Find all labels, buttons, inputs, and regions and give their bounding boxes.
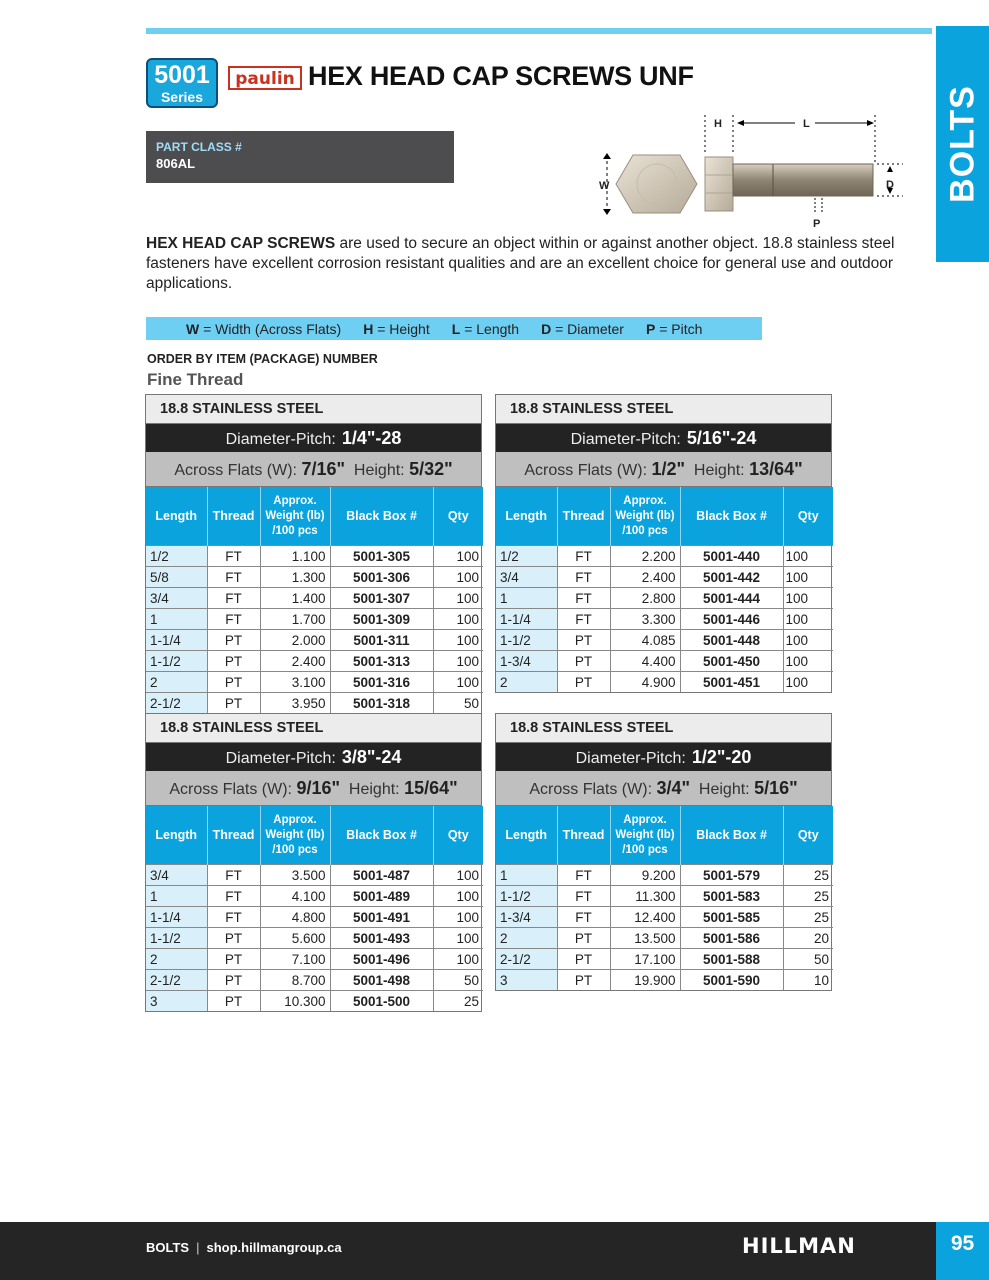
page-title: HEX HEAD CAP SCREWS UNF bbox=[308, 61, 694, 91]
footer-text: BOLTS | shop.hillmangroup.ca bbox=[146, 1240, 342, 1255]
col-qty: Qty bbox=[783, 806, 833, 865]
legend-item: W = Width (Across Flats) bbox=[186, 320, 342, 337]
part-class-label: PART CLASS # bbox=[156, 140, 242, 154]
cell-len: 1-1/2 bbox=[146, 651, 207, 672]
table-across-flats-height: Across Flats (W): 9/16" Height: 15/64" bbox=[146, 771, 481, 806]
cell-bb: 5001-489 bbox=[330, 886, 433, 907]
table-diameter-pitch: Diameter-Pitch: 1/2"-20 bbox=[496, 743, 831, 771]
cell-thr: FT bbox=[557, 588, 610, 609]
cell-wt: 4.100 bbox=[260, 886, 330, 907]
col-length: Length bbox=[496, 487, 557, 546]
col-thread: Thread bbox=[557, 806, 610, 865]
cell-bb: 5001-318 bbox=[330, 693, 433, 714]
cell-wt: 7.100 bbox=[260, 949, 330, 970]
cell-qty: 10 bbox=[783, 970, 833, 991]
cell-thr: FT bbox=[207, 567, 260, 588]
part-class-box bbox=[146, 131, 454, 183]
spec-table-1-4 bbox=[145, 394, 482, 714]
cell-qty: 100 bbox=[433, 886, 483, 907]
cell-len: 1 bbox=[496, 588, 557, 609]
cell-len: 2 bbox=[496, 672, 557, 693]
cell-wt: 2.200 bbox=[610, 546, 680, 567]
table-row bbox=[496, 672, 833, 693]
legend-item: H = Height bbox=[363, 320, 430, 337]
cell-wt: 11.300 bbox=[610, 886, 680, 907]
diagram-label-d: D bbox=[886, 179, 894, 191]
table-row bbox=[146, 970, 483, 991]
cell-qty: 100 bbox=[433, 609, 483, 630]
cell-len: 1-1/2 bbox=[496, 886, 557, 907]
cell-wt: 8.700 bbox=[260, 970, 330, 991]
cell-wt: 10.300 bbox=[260, 991, 330, 1012]
cell-thr: FT bbox=[207, 907, 260, 928]
cell-len: 1-1/4 bbox=[496, 609, 557, 630]
cell-thr: PT bbox=[207, 949, 260, 970]
cell-qty: 100 bbox=[433, 651, 483, 672]
table-material: 18.8 STAINLESS STEEL bbox=[496, 395, 831, 424]
cell-bb: 5001-491 bbox=[330, 907, 433, 928]
cell-qty: 50 bbox=[433, 693, 483, 714]
cell-qty: 25 bbox=[433, 991, 483, 1012]
cell-len: 3/4 bbox=[496, 567, 557, 588]
cell-bb: 5001-500 bbox=[330, 991, 433, 1012]
cell-qty: 25 bbox=[783, 865, 833, 886]
cell-bb: 5001-448 bbox=[680, 630, 783, 651]
cell-bb: 5001-487 bbox=[330, 865, 433, 886]
diagram-label-w: W bbox=[599, 180, 610, 192]
paulin-brand-logo bbox=[228, 64, 304, 92]
cell-thr: FT bbox=[557, 546, 610, 567]
top-accent-bar bbox=[146, 28, 932, 34]
table-row bbox=[496, 865, 833, 886]
cell-qty: 100 bbox=[783, 630, 833, 651]
cell-len: 3 bbox=[146, 991, 207, 1012]
cell-len: 2 bbox=[496, 928, 557, 949]
table-row bbox=[146, 907, 483, 928]
spec-table-grid bbox=[146, 487, 483, 713]
cell-wt: 12.400 bbox=[610, 907, 680, 928]
cell-qty: 25 bbox=[783, 907, 833, 928]
col-weight: Approx. Weight (lb) /100 pcs bbox=[260, 806, 330, 865]
cell-wt: 3.300 bbox=[610, 609, 680, 630]
cell-qty: 100 bbox=[783, 672, 833, 693]
cell-wt: 2.400 bbox=[260, 651, 330, 672]
table-row bbox=[496, 970, 833, 991]
cell-bb: 5001-493 bbox=[330, 928, 433, 949]
cell-thr: PT bbox=[557, 630, 610, 651]
cell-thr: PT bbox=[557, 970, 610, 991]
spec-table-grid bbox=[496, 806, 833, 990]
cell-thr: PT bbox=[207, 970, 260, 991]
col-length: Length bbox=[146, 806, 207, 865]
cell-qty: 100 bbox=[433, 588, 483, 609]
table-row bbox=[496, 651, 833, 672]
table-row bbox=[146, 928, 483, 949]
cell-wt: 2.400 bbox=[610, 567, 680, 588]
table-row bbox=[146, 588, 483, 609]
col-black-box: Black Box # bbox=[330, 806, 433, 865]
cell-thr: PT bbox=[557, 928, 610, 949]
table-header-row bbox=[146, 487, 483, 546]
thread-heading: Fine Thread bbox=[147, 370, 244, 389]
col-weight: Approx. Weight (lb) /100 pcs bbox=[260, 487, 330, 546]
table-row bbox=[146, 865, 483, 886]
cell-bb: 5001-306 bbox=[330, 567, 433, 588]
cell-wt: 1.100 bbox=[260, 546, 330, 567]
table-row bbox=[146, 693, 483, 714]
cell-thr: PT bbox=[207, 651, 260, 672]
col-qty: Qty bbox=[433, 487, 483, 546]
cell-thr: FT bbox=[557, 865, 610, 886]
cell-len: 1-3/4 bbox=[496, 651, 557, 672]
cell-wt: 1.300 bbox=[260, 567, 330, 588]
cell-wt: 3.500 bbox=[260, 865, 330, 886]
cell-qty: 100 bbox=[783, 609, 833, 630]
table-row bbox=[496, 886, 833, 907]
legend-item: D = Diameter bbox=[541, 320, 624, 337]
cell-wt: 1.400 bbox=[260, 588, 330, 609]
cell-wt: 9.200 bbox=[610, 865, 680, 886]
section-side-tab bbox=[936, 26, 989, 262]
cell-thr: FT bbox=[557, 907, 610, 928]
hillman-logo: HILLMAN bbox=[742, 1234, 856, 1258]
col-black-box: Black Box # bbox=[680, 487, 783, 546]
spec-table-5-16 bbox=[495, 394, 832, 693]
cell-qty: 100 bbox=[433, 546, 483, 567]
cell-bb: 5001-585 bbox=[680, 907, 783, 928]
table-row bbox=[496, 546, 833, 567]
part-class-value: 806AL bbox=[156, 156, 196, 171]
spec-table-3-8 bbox=[145, 713, 482, 1012]
cell-len: 1 bbox=[146, 609, 207, 630]
cell-wt: 13.500 bbox=[610, 928, 680, 949]
cell-bb: 5001-316 bbox=[330, 672, 433, 693]
cell-qty: 20 bbox=[783, 928, 833, 949]
cell-qty: 50 bbox=[783, 949, 833, 970]
cell-len: 1 bbox=[146, 886, 207, 907]
dimension-legend bbox=[146, 317, 762, 340]
legend-item: P = Pitch bbox=[645, 320, 703, 337]
cell-bb: 5001-496 bbox=[330, 949, 433, 970]
spec-table-1-2 bbox=[495, 713, 832, 991]
spec-table-grid bbox=[146, 806, 483, 1011]
col-length: Length bbox=[496, 806, 557, 865]
cell-thr: PT bbox=[207, 672, 260, 693]
cell-wt: 1.700 bbox=[260, 609, 330, 630]
cell-len: 1-1/4 bbox=[146, 907, 207, 928]
cell-len: 2-1/2 bbox=[146, 970, 207, 991]
table-row bbox=[496, 609, 833, 630]
col-thread: Thread bbox=[557, 487, 610, 546]
cell-wt: 19.900 bbox=[610, 970, 680, 991]
cell-bb: 5001-450 bbox=[680, 651, 783, 672]
screw-dimension-diagram bbox=[585, 100, 905, 235]
cell-thr: FT bbox=[207, 588, 260, 609]
cell-bb: 5001-309 bbox=[330, 609, 433, 630]
table-row bbox=[496, 588, 833, 609]
cell-qty: 100 bbox=[433, 865, 483, 886]
cell-qty: 100 bbox=[783, 567, 833, 588]
legend-item: L = Length bbox=[451, 320, 520, 337]
cell-qty: 50 bbox=[433, 970, 483, 991]
cell-bb: 5001-586 bbox=[680, 928, 783, 949]
cell-qty: 100 bbox=[783, 588, 833, 609]
table-row bbox=[496, 949, 833, 970]
cell-wt: 4.800 bbox=[260, 907, 330, 928]
page-number: 95 bbox=[936, 1222, 989, 1280]
order-heading: ORDER BY ITEM (PACKAGE) NUMBER bbox=[147, 352, 378, 366]
table-material: 18.8 STAINLESS STEEL bbox=[146, 395, 481, 424]
footer-section: BOLTS bbox=[146, 1240, 190, 1255]
col-weight: Approx. Weight (lb) /100 pcs bbox=[610, 806, 680, 865]
col-black-box: Black Box # bbox=[680, 806, 783, 865]
cell-qty: 25 bbox=[783, 886, 833, 907]
table-diameter-pitch: Diameter-Pitch: 5/16"-24 bbox=[496, 424, 831, 452]
cell-qty: 100 bbox=[433, 949, 483, 970]
cell-len: 2 bbox=[146, 672, 207, 693]
table-across-flats-height: Across Flats (W): 1/2" Height: 13/64" bbox=[496, 452, 831, 487]
cell-len: 3/4 bbox=[146, 865, 207, 886]
cell-qty: 100 bbox=[433, 907, 483, 928]
cell-len: 5/8 bbox=[146, 567, 207, 588]
table-row bbox=[496, 567, 833, 588]
cell-bb: 5001-588 bbox=[680, 949, 783, 970]
cell-bb: 5001-583 bbox=[680, 886, 783, 907]
cell-len: 1-1/2 bbox=[496, 630, 557, 651]
cell-len: 1/2 bbox=[146, 546, 207, 567]
table-row bbox=[496, 928, 833, 949]
cell-len: 2-1/2 bbox=[496, 949, 557, 970]
cell-thr: FT bbox=[557, 609, 610, 630]
table-row bbox=[146, 949, 483, 970]
cell-qty: 100 bbox=[433, 928, 483, 949]
cell-len: 1-1/4 bbox=[146, 630, 207, 651]
table-material: 18.8 STAINLESS STEEL bbox=[146, 714, 481, 743]
cell-bb: 5001-444 bbox=[680, 588, 783, 609]
col-qty: Qty bbox=[433, 806, 483, 865]
cell-wt: 2.000 bbox=[260, 630, 330, 651]
table-row bbox=[146, 991, 483, 1012]
cell-qty: 100 bbox=[783, 546, 833, 567]
cell-bb: 5001-442 bbox=[680, 567, 783, 588]
cell-thr: FT bbox=[207, 546, 260, 567]
table-row bbox=[496, 630, 833, 651]
table-row bbox=[146, 630, 483, 651]
cell-qty: 100 bbox=[783, 651, 833, 672]
cell-bb: 5001-590 bbox=[680, 970, 783, 991]
spec-table-grid bbox=[496, 487, 833, 692]
cell-thr: PT bbox=[207, 693, 260, 714]
table-diameter-pitch: Diameter-Pitch: 3/8"-24 bbox=[146, 743, 481, 771]
table-material: 18.8 STAINLESS STEEL bbox=[496, 714, 831, 743]
col-black-box: Black Box # bbox=[330, 487, 433, 546]
cell-bb: 5001-446 bbox=[680, 609, 783, 630]
cell-thr: PT bbox=[557, 949, 610, 970]
cell-wt: 4.400 bbox=[610, 651, 680, 672]
table-row bbox=[146, 672, 483, 693]
cell-thr: PT bbox=[207, 991, 260, 1012]
table-header-row bbox=[146, 806, 483, 865]
col-thread: Thread bbox=[207, 806, 260, 865]
cell-bb: 5001-498 bbox=[330, 970, 433, 991]
diagram-label-l: L bbox=[803, 118, 810, 130]
diagram-label-h: H bbox=[714, 118, 722, 130]
table-row bbox=[146, 651, 483, 672]
cell-len: 2-1/2 bbox=[146, 693, 207, 714]
cell-qty: 100 bbox=[433, 672, 483, 693]
table-across-flats-height: Across Flats (W): 3/4" Height: 5/16" bbox=[496, 771, 831, 806]
cell-wt: 5.600 bbox=[260, 928, 330, 949]
description-body: are used to secure an object within or against another object. 18.8 stainless steel fasteners have excellent corrosion resistant qualities and are an excellent choice for general use and outdoor applications. bbox=[146, 235, 895, 292]
table-header-row bbox=[496, 487, 833, 546]
col-thread: Thread bbox=[207, 487, 260, 546]
table-across-flats-height: Across Flats (W): 7/16" Height: 5/32" bbox=[146, 452, 481, 487]
cell-bb: 5001-440 bbox=[680, 546, 783, 567]
cell-len: 1/2 bbox=[496, 546, 557, 567]
cell-len: 2 bbox=[146, 949, 207, 970]
col-weight: Approx. Weight (lb) /100 pcs bbox=[610, 487, 680, 546]
cell-thr: PT bbox=[557, 672, 610, 693]
cell-qty: 100 bbox=[433, 567, 483, 588]
cell-len: 1-1/2 bbox=[146, 928, 207, 949]
cell-thr: FT bbox=[207, 609, 260, 630]
cell-bb: 5001-579 bbox=[680, 865, 783, 886]
table-row bbox=[146, 886, 483, 907]
table-row bbox=[146, 567, 483, 588]
series-number: 5001 bbox=[154, 61, 210, 89]
cell-len: 3/4 bbox=[146, 588, 207, 609]
table-row bbox=[146, 609, 483, 630]
cell-len: 1 bbox=[496, 865, 557, 886]
cell-wt: 17.100 bbox=[610, 949, 680, 970]
cell-bb: 5001-451 bbox=[680, 672, 783, 693]
cell-thr: PT bbox=[557, 651, 610, 672]
brand-text: paulin bbox=[235, 69, 295, 89]
screw-shank bbox=[733, 164, 873, 196]
series-badge bbox=[146, 58, 218, 108]
product-description bbox=[146, 234, 916, 294]
cell-bb: 5001-307 bbox=[330, 588, 433, 609]
cell-wt: 4.900 bbox=[610, 672, 680, 693]
diagram-label-p: P bbox=[813, 218, 821, 230]
table-header-row bbox=[496, 806, 833, 865]
cell-len: 1-3/4 bbox=[496, 907, 557, 928]
hex-head-side-view bbox=[705, 157, 733, 211]
cell-bb: 5001-313 bbox=[330, 651, 433, 672]
series-label: Series bbox=[160, 89, 204, 105]
cell-wt: 3.100 bbox=[260, 672, 330, 693]
section-side-tab-label: BOLTS bbox=[943, 85, 981, 203]
cell-thr: FT bbox=[207, 865, 260, 886]
cell-thr: FT bbox=[207, 886, 260, 907]
cell-thr: FT bbox=[557, 567, 610, 588]
cell-qty: 100 bbox=[433, 630, 483, 651]
cell-wt: 3.950 bbox=[260, 693, 330, 714]
footer-url[interactable]: shop.hillmangroup.ca bbox=[206, 1240, 342, 1255]
cell-bb: 5001-311 bbox=[330, 630, 433, 651]
cell-bb: 5001-305 bbox=[330, 546, 433, 567]
description-lead: HEX HEAD CAP SCREWS bbox=[146, 235, 336, 252]
table-row bbox=[496, 907, 833, 928]
cell-wt: 4.085 bbox=[610, 630, 680, 651]
col-qty: Qty bbox=[783, 487, 833, 546]
cell-wt: 2.800 bbox=[610, 588, 680, 609]
table-diameter-pitch: Diameter-Pitch: 1/4"-28 bbox=[146, 424, 481, 452]
cell-len: 3 bbox=[496, 970, 557, 991]
table-row bbox=[146, 546, 483, 567]
cell-thr: FT bbox=[557, 886, 610, 907]
cell-thr: PT bbox=[207, 630, 260, 651]
cell-thr: PT bbox=[207, 928, 260, 949]
col-length: Length bbox=[146, 487, 207, 546]
